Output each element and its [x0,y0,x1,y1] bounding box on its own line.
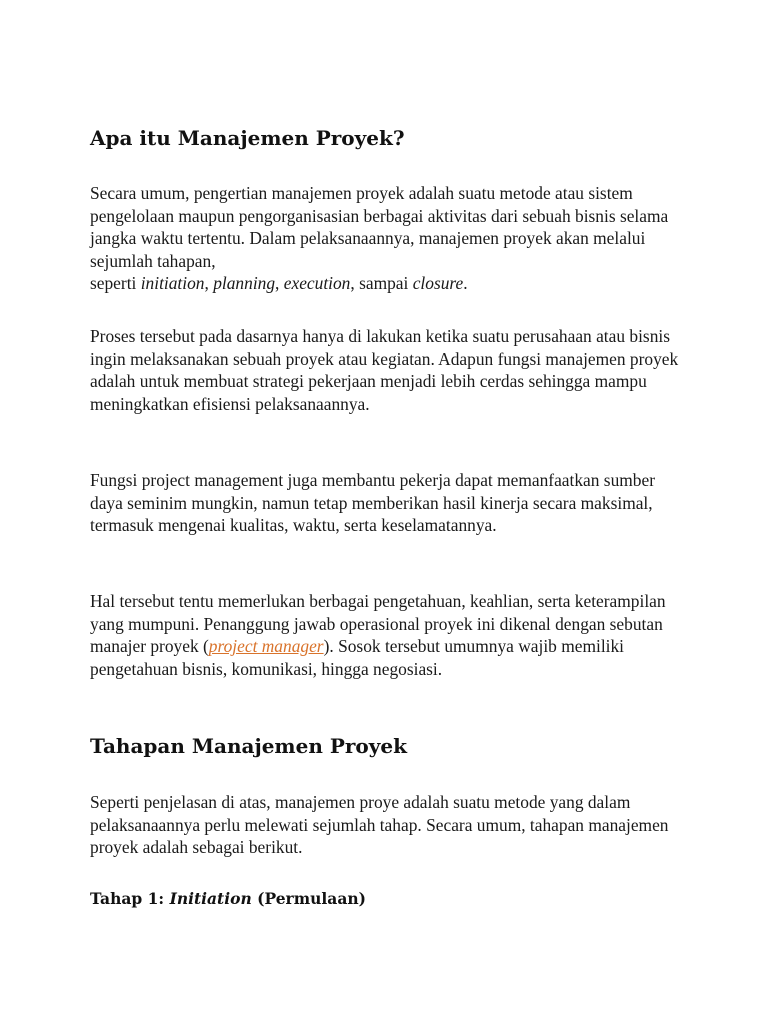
term-initiation: initiation [140,273,205,294]
tahap-1-term: Initiation [169,889,252,908]
tahap-1-suffix: (Permulaan) [257,889,366,908]
tahap-1-prefix: Tahap 1: [90,889,165,908]
heading-tahap-1 [90,888,690,910]
paragraph-tahapan-intro: Seperti penjelasan di atas, manajemen proye adalah suatu metode yang dalam pelaksanaannya perlu melewati sejumlah tahap. Secara umum, tahapan manajemen proyek adalah sebagai berikut. [90,792,669,858]
paragraph-definition: Secara umum, pengertian manajemen proyek adalah suatu metode atau sistem pengelolaan maupun pengorganisasian berbagai aktivitas dari sebuah bisnis selama jangka waktu tertentu. Dalam pelaksanaannya, manajemen proyek akan melalui sejumlah tahapan, seperti initiation, planning, execution, sampai closure. [90,183,669,294]
paragraph-project-manager-after: ). Sosok tersebut umumnya wajib memiliki pengetahuan bisnis, komunikasi, hingga negosiasi. [90,636,625,679]
paragraph-function: Fungsi project management juga membantu pekerja dapat memanfaatkan sumber daya seminim mungkin, namun tetap memberikan hasil kinerja secara maksimal, termasuk mengenai kualitas, waktu, serta keselamatannya. [90,470,656,536]
project-manager-link[interactable]: project manager [208,636,324,657]
term-planning: planning [213,273,276,294]
word-sampai: sampai [359,273,409,294]
paragraph-definition-text: Secara umum, pengertian manajemen proyek adalah suatu metode atau sistem pengelolaan maupun pengorganisasian berbagai aktivitas dari sebuah bisnis selama jangka waktu tertentu. Dalam pelaksanaannya, manajemen proyek akan melalui sejumlah tahapan, [90,183,669,271]
word-seperti: seperti [90,273,137,294]
paragraph-project-manager [90,590,690,680]
paragraph-project-manager-before: Hal tersebut tentu memerlukan berbagai pengetahuan, keahlian, serta keterampilan yang mumpuni. Penanggung jawab operasional proyek ini dikenal dengan sebutan manajer proyek ( [90,591,666,657]
paragraph-process: Proses tersebut pada dasarnya hanya di lakukan ketika suatu perusahaan atau bisnis ingin melaksanakan sebuah proyek atau kegiatan. Adapun fungsi manajemen proyek adalah untuk membuat strategi pekerjaan menjadi lebih cerdas sehingga mampu meningkatkan efisiensi pelaksanaannya. [90,326,679,414]
heading-apa-itu-manajemen-proyek: Apa itu Manajemen Proyek? [90,126,405,150]
term-closure: closure [412,273,464,294]
heading-tahapan-manajemen-proyek: Tahapan Manajemen Proyek [90,734,407,758]
term-execution: execution [283,273,351,294]
